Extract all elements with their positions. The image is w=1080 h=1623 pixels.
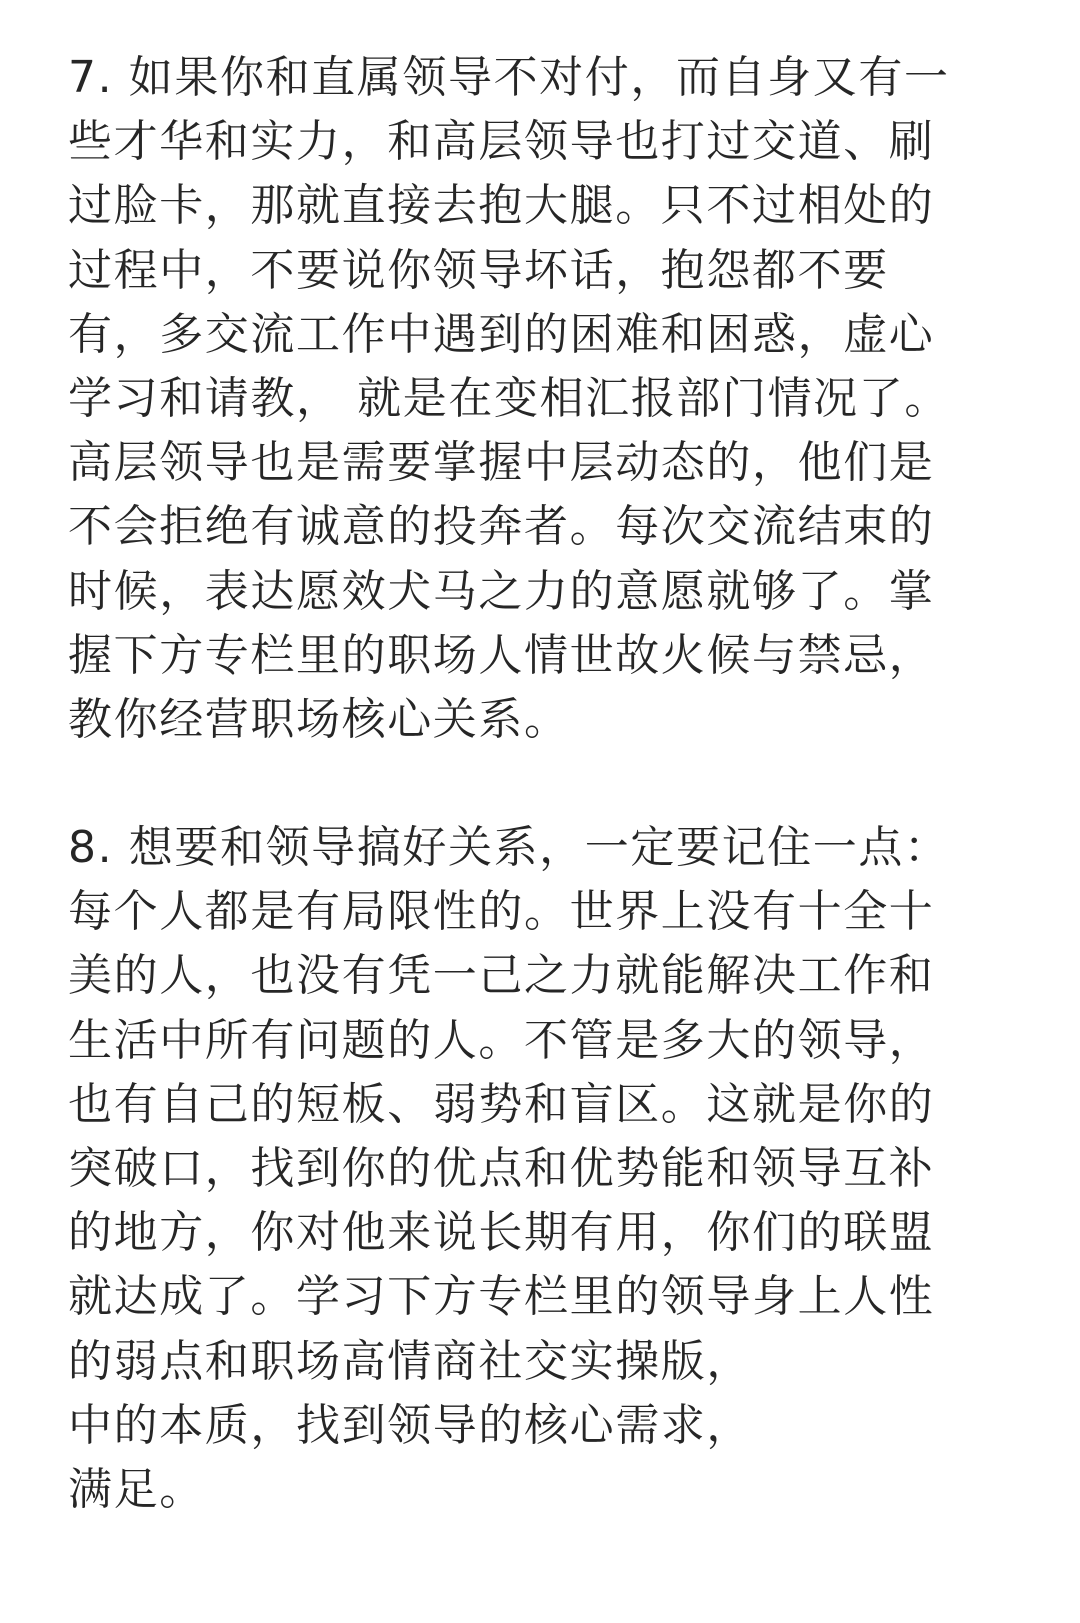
text-line: 学习和请教， 就是在变相汇报部门情况了。	[68, 372, 950, 424]
text-line: 7. 如果你和直属领导不对付，而自身又有一	[68, 52, 950, 103]
text-line: 时候，表达愿效犬马之力的意愿就够了。掌	[68, 565, 935, 617]
text-line: 高层领导也是需要掌握中层动态的，他们是	[68, 437, 935, 489]
text-line: 过脸卡，那就直接去抱大腿。只不过相处的	[68, 180, 935, 232]
text-line: 每个人都是有局限性的。世界上没有十全十	[68, 886, 935, 938]
text-line: 教你经营职场核心关系。	[68, 693, 570, 745]
text-line: 不会拒绝有诚意的投奔者。每次交流结束的	[68, 501, 935, 553]
paragraph-8	[68, 816, 1028, 1522]
text-line: 有，多交流工作中遇到的困难和困惑，虚心	[68, 308, 935, 360]
text-line: 中的本质，找到领导的核心需求，	[68, 1399, 752, 1451]
text-line: 些才华和实力，和高层领导也打过交道、刷	[68, 116, 935, 168]
text-line: 就达成了。学习下方专栏里的领导身上人性	[68, 1271, 935, 1323]
text-line: 过程中，不要说你领导坏话，抱怨都不要	[68, 244, 889, 296]
text-line: 突破口，找到你的优点和优势能和领导互补	[68, 1142, 935, 1194]
text-line: 的地方，你对他来说长期有用，你们的联盟	[68, 1207, 935, 1259]
text-line: 8. 想要和领导搞好关系，一定要记住一点：	[68, 822, 950, 873]
text-line: 满足。	[68, 1463, 205, 1515]
text-line: 也有自己的短板、弱势和盲区。这就是你的	[68, 1078, 935, 1130]
text-line: 生活中所有问题的人。不管是多大的领导，	[68, 1014, 935, 1066]
text-line: 的弱点和职场高情商社交实操版，	[68, 1335, 752, 1387]
text-line: 美的人，也没有凭一己之力就能解决工作和	[68, 950, 935, 1002]
paragraph-7	[68, 46, 1028, 752]
text-line: 握下方专栏里的职场人情世故火候与禁忌，	[68, 629, 935, 681]
